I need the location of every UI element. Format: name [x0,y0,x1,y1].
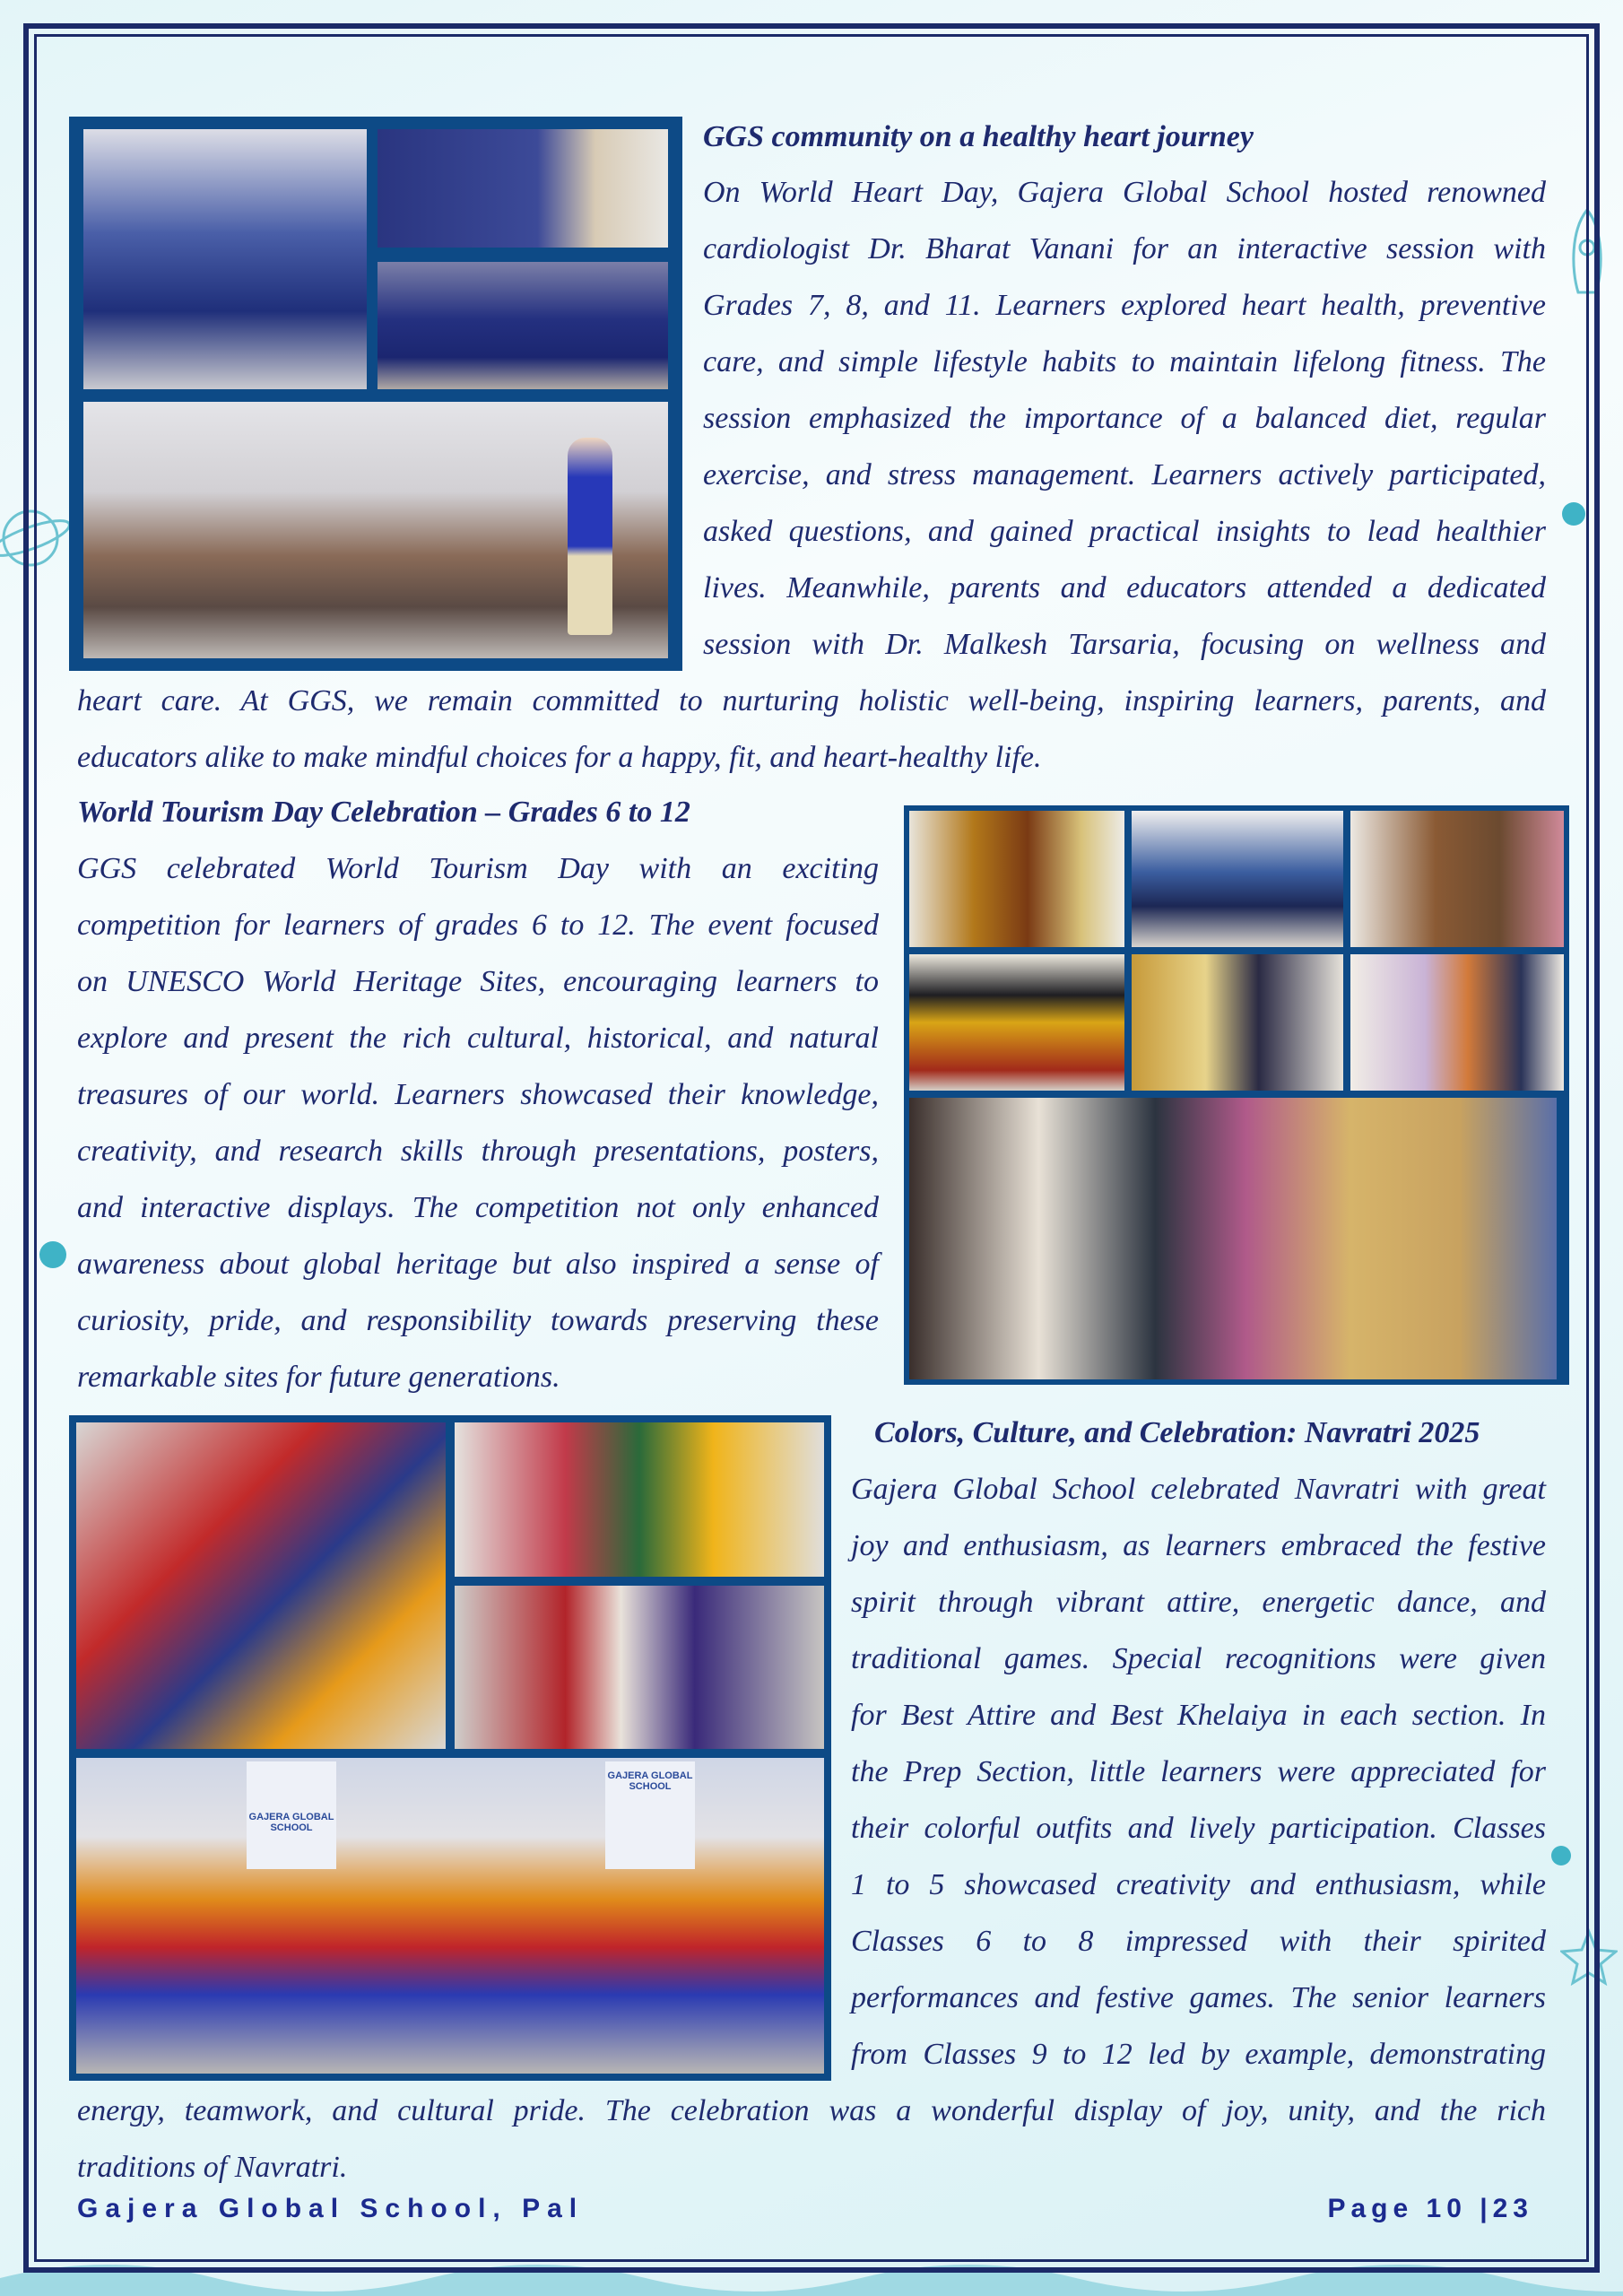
body-line: asked questions, and gained practical insights to lead healthier [703,515,1546,548]
body-line: spirit through vibrant attire, energetic dance, and [851,1586,1546,1619]
school-banner-left [247,1761,336,1869]
body-line: their colorful outfits and lively participation. Classes [851,1812,1546,1845]
body-line: 1 to 5 showcased creativity and enthusiasm, while [851,1868,1546,1901]
navratri-photo-children-seated [76,1422,446,1749]
body-line: Classes 6 to 8 impressed with their spirited [851,1925,1546,1958]
school-banner-right [605,1761,695,1869]
body-line: care, and simple lifestyle habits to maintain lifelong fitness. The [703,345,1546,378]
body-line: lives. Meanwhile, parents and educators attended a dedicated [703,571,1546,604]
body-line: session emphasized the importance of a balanced diet, regular [703,402,1546,435]
body-line: creativity, and research skills through presentations, posters, [77,1135,879,1168]
heart-day-photo-students-listening [378,262,668,389]
body-line: performances and festive games. The senior learners [851,1981,1546,2014]
body-line: Gajera Global School celebrated Navratri with great [851,1473,1546,1506]
body-line: On World Heart Day, Gajera Global School hosted renowned [703,176,1546,209]
body-line: curiosity, pride, and responsibility towards preserving these [77,1304,879,1337]
tourism-photo-heritage-presentation [1132,954,1343,1091]
body-line: from Classes 9 to 12 led by example, demonstrating [851,2038,1546,2071]
body-line: Grades 7, 8, and 11. Learners explored heart health, preventive [703,289,1546,322]
speaker-figure [568,438,612,635]
body-line: cardiologist Dr. Bharat Vanani for an interactive session with [703,232,1546,265]
navratri-photo-group-costumes [76,1758,824,2074]
body-line: competition for learners of grades 6 to 12. The event focused [77,909,879,942]
body-line: the Prep Section, little learners were appreciated for [851,1755,1546,1788]
body-line: GGS celebrated World Tourism Day with an exciting [77,852,879,885]
tourism-photo-fort-model [909,1098,1557,1379]
tourism-photo-temple-display [909,954,1124,1091]
school-banner-right-text: GAJERA GLOBAL SCHOOL [607,1770,693,1792]
school-banner-left-text: GAJERA GLOBAL SCHOOL [248,1812,334,1833]
body-line: traditional games. Special recognitions were given [851,1642,1546,1675]
body-line: session with Dr. Malkesh Tarsaria, focusing on wellness and [703,628,1546,661]
tourism-photo-cart-model [1350,811,1564,947]
navratri-photo-garba-circle [455,1586,824,1749]
body-line: awareness about global heritage but also inspired a sense of [77,1248,879,1281]
body-line: remarkable sites for future generations. [77,1361,560,1394]
body-line: on UNESCO World Heritage Sites, encouraging learners to [77,965,879,998]
heart-day-photo-collage [69,117,682,671]
body-line: exercise, and stress management. Learners actively participated, [703,458,1546,491]
body-line: for Best Attire and Best Khelaiya in each section. In [851,1699,1546,1732]
heart-day-photo-doctor-speaking [378,129,668,248]
tourism-photo-exhibit-stall [1350,954,1564,1091]
footer-page-number: Page 10 |23 [1327,2194,1533,2223]
tourism-photo-costumes [909,811,1124,947]
heart-day-photo-parents-session [83,402,668,658]
body-line: educators alike to make mindful choices for a happy, fit, and heart-healthy life. [77,741,1042,774]
heart-day-heading: GGS community on a healthy heart journey [703,120,1254,153]
body-line: and interactive displays. The competition not only enhanced [77,1191,879,1224]
heart-day-photo-students-seated [83,129,367,389]
tourism-day-heading: World Tourism Day Celebration – Grades 6 to 12 [77,796,690,829]
body-line: treasures of our world. Learners showcased their knowledge, [77,1078,879,1111]
body-line: traditions of Navratri. [77,2151,348,2184]
navratri-heading: Colors, Culture, and Celebration: Navratri 2025 [874,1416,1480,1449]
navratri-photo-collage [69,1415,831,2081]
footer-school-name: Gajera Global School, Pal [77,2194,585,2223]
body-line: heart care. At GGS, we remain committed to nurturing holistic well-being, inspiring learners, parents, and [77,684,1546,718]
tourism-day-photo-collage [904,805,1569,1385]
navratri-photo-children-dancing [455,1422,824,1577]
body-line: energy, teamwork, and cultural pride. The celebration was a wonderful display of joy, unity, and the rich [77,2094,1546,2127]
tourism-photo-students-display [1132,811,1343,947]
body-line: explore and present the rich cultural, historical, and natural [77,1022,879,1055]
body-line: joy and enthusiasm, as learners embraced the festive [851,1529,1546,1562]
